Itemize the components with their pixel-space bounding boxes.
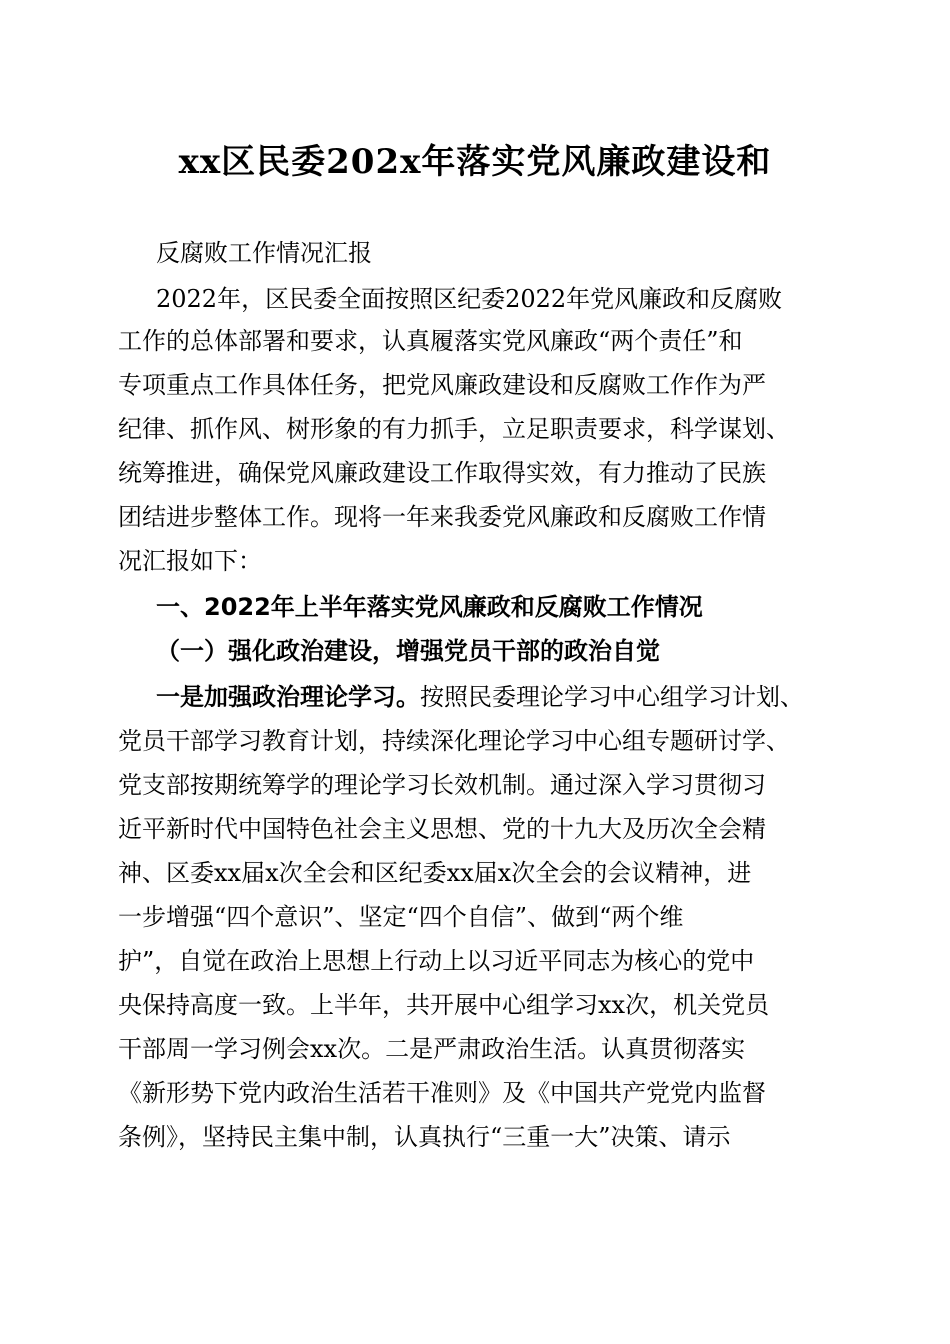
subsection-heading-1: （一）强化政治建设，增强党员干部的政治自觉 [156,637,660,665]
document-subtitle: 反腐败工作情况汇报 [156,239,372,267]
section-heading-1: 一、2022年上半年落实党风廉政和反腐败工作情况 [156,593,703,621]
document-title: xx区民委202x年落实党风廉政建设和 [178,142,772,182]
paragraph-1-lead: 一是加强政治理论学习。 [156,683,420,711]
paragraph-1-line-6: 一步增强“四个意识”、坚定“四个自信”、做到“两个维 [118,903,684,931]
paragraph-1-line-11: 条例》，坚持民主集中制，认真执行“三重一大”决策、请示 [118,1123,731,1151]
paragraph-1-line-1: 按照民委理论学习中心组学习计划、 [420,683,804,711]
paragraph-1-first-line [156,682,804,712]
paragraph-1-line-5: 神、区委xx届x次全会和区纪委xx届x次全会的会议精神，进 [118,859,752,887]
paragraph-1-line-8: 央保持高度一致。上半年，共开展中心组学习xx次，机关党员 [118,991,770,1019]
paragraph-1-line-3: 党支部按期统筹学的理论学习长效机制。通过深入学习贯彻习 [118,771,766,799]
paragraph-1-line-10: 《新形势下党内政治生活若干准则》及《中国共产党党内监督 [118,1079,766,1107]
intro-line-4: 纪律、抓作风、树形象的有力抓手，立足职责要求，科学谋划、 [118,415,790,443]
intro-line-5: 统筹推进，确保党风廉政建设工作取得实效，有力推动了民族 [118,459,766,487]
paragraph-1-line-7: 护”，自觉在政治上思想上行动上以习近平同志为核心的党中 [118,947,755,975]
intro-line-3: 专项重点工作具体任务，把党风廉政建设和反腐败工作作为严 [118,371,766,399]
intro-line-7: 况汇报如下： [118,547,262,575]
paragraph-1-line-9: 干部周一学习例会xx次。二是严肃政治生活。认真贯彻落实 [118,1035,746,1063]
paragraph-1-line-4: 近平新时代中国特色社会主义思想、党的十九大及历次全会精 [118,815,766,843]
intro-line-1: 2022年，区民委全面按照区纪委2022年党风廉政和反腐败 [156,285,783,313]
intro-line-6: 团结进步整体工作。现将一年来我委党风廉政和反腐败工作情 [118,503,766,531]
intro-line-2: 工作的总体部署和要求，认真履落实党风廉政“两个责任”和 [118,327,743,355]
paragraph-1-line-2: 党员干部学习教育计划，持续深化理论学习中心组专题研讨学、 [118,727,790,755]
